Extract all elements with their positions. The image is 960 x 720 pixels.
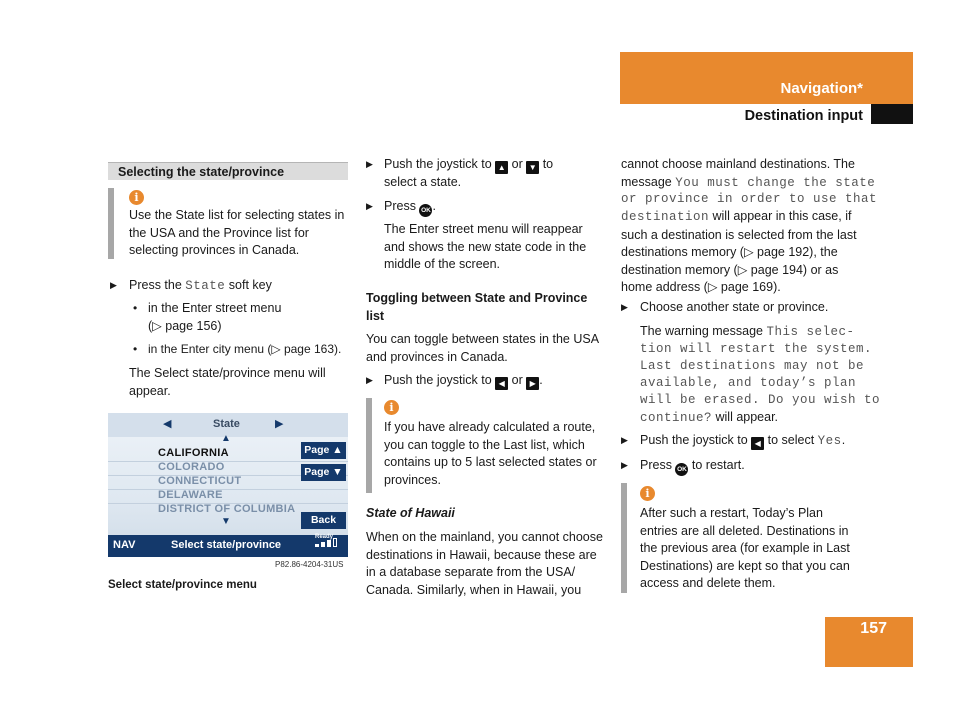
info-text: If you have already calculated a route, you can toggle to the Last list, which contains up to 5 last selected states or provinces.: [384, 420, 597, 487]
footer-title: Select state/province: [171, 539, 282, 551]
step-icon: ▶: [366, 201, 373, 211]
page-ref: (▷ page 156): [148, 319, 222, 333]
subsection-title: Destination input: [744, 108, 863, 124]
message-line: or province in order to use that: [621, 192, 878, 206]
subheading: Toggling between State and Province list: [366, 291, 588, 323]
ok-button-icon: OK: [675, 463, 688, 476]
screen-footer: [108, 535, 348, 557]
page-number: 157: [860, 620, 887, 637]
message-line: message You must change the state: [621, 175, 876, 190]
step-icon: ▶: [366, 375, 373, 385]
paragraph: cannot choose mainland destinations. The: [621, 157, 855, 171]
step-text: Press OK to restart.: [640, 457, 745, 476]
info-icon: i: [640, 486, 655, 501]
paragraph: destination will appear in this case, if such a destination is selected from the last destinations memory (▷ page 192), the destination memory (▷ page 194) or as home address (▷ page 169).: [621, 209, 857, 294]
info-text: Use the State list for selecting states in the USA and the Province list for selecting provinces in Canada.: [129, 208, 345, 257]
info-bar: [108, 188, 114, 259]
list-item: CONNECTICUT: [158, 475, 242, 487]
scroll-up-icon: ▲: [221, 433, 231, 444]
step-icon: ▶: [110, 280, 117, 290]
paragraph: The Select state/province menu will appear.: [129, 366, 326, 398]
page-down-button: Page ▼: [301, 464, 346, 481]
warning-line: available, and today’s plan: [640, 376, 857, 390]
joystick-left-icon: ◀: [495, 377, 508, 390]
paragraph: The Enter street menu will reappear and shows the new state code in the middle of the screen.: [384, 222, 587, 271]
figure-code: P82.86-4204-31US: [275, 560, 344, 569]
bullet-text: in the Enter street menu: [148, 301, 282, 315]
paragraph: When on the mainland, you cannot choose destinations in Hawaii, because these are in a database separate from the USA/ Canada. Similarly, when in Hawaii, you: [366, 530, 603, 597]
bullet-icon: •: [133, 301, 138, 315]
bullet-icon: •: [133, 342, 138, 356]
step-icon: ▶: [366, 159, 373, 169]
subheading: State of Hawaii: [366, 506, 455, 520]
ok-button-icon: OK: [419, 204, 432, 217]
step-icon: ▶: [621, 302, 628, 312]
info-icon: i: [384, 400, 399, 415]
joystick-up-icon: ▲: [495, 161, 508, 174]
list-item: COLORADO: [158, 461, 225, 473]
step-text: Choose another state or province.: [640, 300, 829, 314]
ready-label: Ready: [315, 534, 334, 540]
page-up-button: Page ▲: [301, 442, 346, 459]
paragraph: You can toggle between states in the USA and provinces in Canada.: [366, 332, 599, 364]
step-text: select a state.: [384, 175, 462, 189]
section-heading: Selecting the state/province: [108, 162, 348, 180]
back-button: Back: [301, 512, 346, 529]
joystick-right-icon: ▶: [526, 377, 539, 390]
info-bar: [366, 398, 372, 493]
list-item: DELAWARE: [158, 489, 223, 501]
nav-screen-image: [108, 413, 348, 557]
info-bar: [621, 483, 627, 593]
step-text: Push the joystick to ▲ or ▼ to: [384, 157, 554, 172]
warning-line: The warning message This selec-: [640, 324, 855, 339]
bullet-text: in the Enter city menu (▷ page 163).: [148, 342, 342, 356]
warning-line: continue? will appear.: [640, 410, 779, 425]
figure-caption: Select state/province menu: [108, 579, 257, 591]
info-icon: i: [129, 190, 144, 205]
step-icon: ▶: [621, 460, 628, 470]
step-text: Press OK .: [384, 198, 436, 217]
scroll-down-icon: ▼: [221, 516, 231, 527]
warning-line: tion will restart the system.: [640, 342, 873, 356]
step-text: Press the State soft key: [129, 278, 272, 293]
list-item: DISTRICT OF COLUMBIA: [158, 503, 296, 515]
step-text: Push the joystick to ◀ or ▶ .: [384, 373, 543, 388]
screen-title: State: [213, 418, 240, 430]
arrow-right-icon: ▶: [275, 418, 284, 430]
step-icon: ▶: [621, 435, 628, 445]
nav-label: NAV: [113, 539, 136, 551]
step-text: Push the joystick to ◀ to select Yes.: [640, 433, 846, 448]
signal-icon: [315, 544, 319, 547]
list-item-selected: CALIFORNIA: [158, 447, 229, 459]
header-marker: [871, 104, 913, 124]
warning-line: will be erased. Do you wish to: [640, 393, 881, 407]
info-text: After such a restart, Today’s Plan entries are all deleted. Destinations in the previous area (for example in Last Destinations) are kept so that you can access and delete them.: [640, 506, 850, 590]
joystick-left-icon: ◀: [751, 437, 764, 450]
warning-line: Last destinations may not be: [640, 359, 865, 373]
arrow-left-icon: ◀: [163, 418, 172, 430]
joystick-down-icon: ▼: [526, 161, 539, 174]
section-title: Navigation*: [780, 80, 863, 97]
